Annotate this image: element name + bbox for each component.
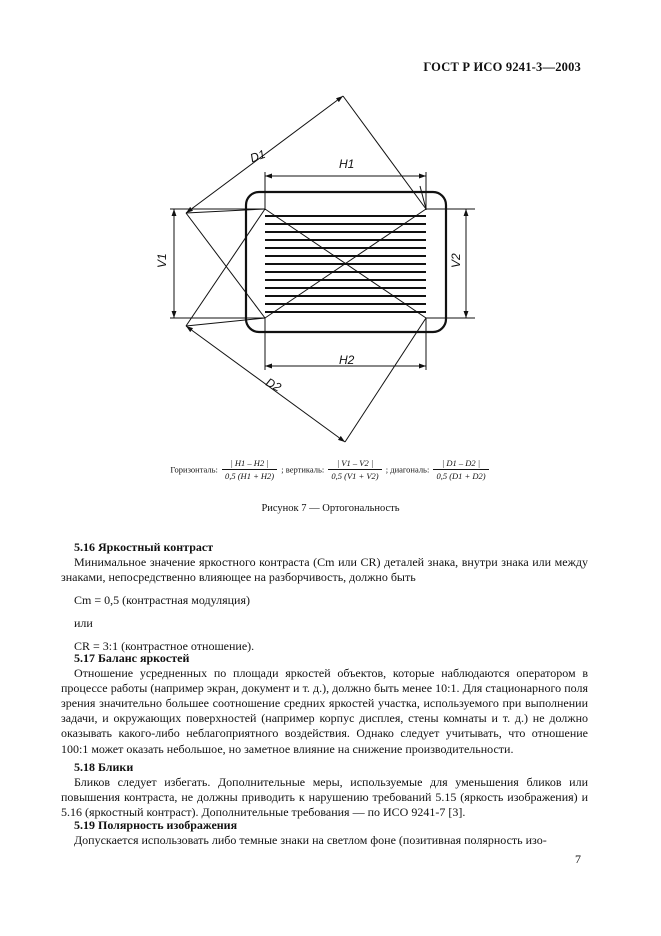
vertical-label: ; вертикаль: [281, 464, 325, 475]
paragraph: Минимальное значение яркостного контраста (Cm или CR) деталей знака, внутри знака или между знаками, непосредственно влияющее на разборчивость, должно быть [61, 555, 588, 585]
horizontal-fraction: $\frac{| H1 - H2 |}{0,5 (H1 + H2)}$ [222, 458, 277, 481]
equation-cm: Cm = 0,5 (контрастная модуляция) [74, 593, 250, 608]
section-5-18 [61, 760, 588, 820]
vertical-fraction: $\frac{| V1 - V2 |}{0,5 (V1 + V2)}$ [328, 458, 381, 481]
paragraph: Допускается использовать либо темные знаки на светлом фоне (позитивная полярность изо- [74, 833, 547, 848]
d1-label: D1 [248, 146, 268, 166]
or-text: или [74, 616, 93, 631]
section-heading: 5.16 Яркостный контраст [74, 540, 214, 554]
document-header: ГОСТ Р ИСО 9241-3—2003 [423, 60, 581, 74]
h2-label: H2 [339, 353, 355, 367]
orthogonality-figure [0, 0, 661, 460]
d2-label: D2 [263, 375, 284, 395]
section-heading: 5.19 Полярность изображения [74, 818, 238, 832]
v1-label: V1 [155, 253, 169, 268]
v2-label: V2 [449, 253, 463, 268]
paragraph: Отношение усредненных по площади яркостей объектов, которые наблюдаются оператором в процессе работы (например экран, документ и т. д.), должно быть менее 10:1. Для стационарного поля зрения значительно большее соотношение средних яркостей участка, используемого при выполнении задачи, и окружающих поверхностей (например корпус дисплея, стены комнаты и т. д.) не должно оказывать какого-либо неблагоприятного воздействия. Однако следует учитывать, что отношение 100:1 может оказать небольшое, но заметное влияние на снижение производительности. [61, 666, 588, 756]
h1-label: H1 [339, 157, 355, 171]
section-5-17 [61, 651, 588, 757]
diagonal-fraction: $\frac{| D1 - D2 |}{0,5 (D1 + D2)}$ [433, 458, 488, 481]
equation-cr: CR = 3:1 (контрастное отношение). [74, 639, 255, 654]
section-heading: 5.18 Блики [74, 760, 134, 774]
horizontal-label: Горизонталь: [170, 464, 218, 475]
section-5-19 [61, 818, 588, 848]
page-number: 7 [575, 852, 581, 866]
section-5-16 [61, 540, 588, 655]
formula-row [0, 458, 661, 481]
diagonal-label: ; диагональ: [385, 464, 430, 475]
figure-caption: Рисунок 7 — Ортогональность [261, 503, 400, 514]
section-heading: 5.17 Баланс яркостей [74, 651, 190, 665]
paragraph: Бликов следует избегать. Дополнительные меры, используемые для уменьшения бликов или повышения контраста, не должны приводить к нарушению требований 5.15 (яркость изображения) и 5.16 (яркостный контраст). Дополнительные требования — по ИСО 9241-7 [3]. [61, 775, 588, 820]
